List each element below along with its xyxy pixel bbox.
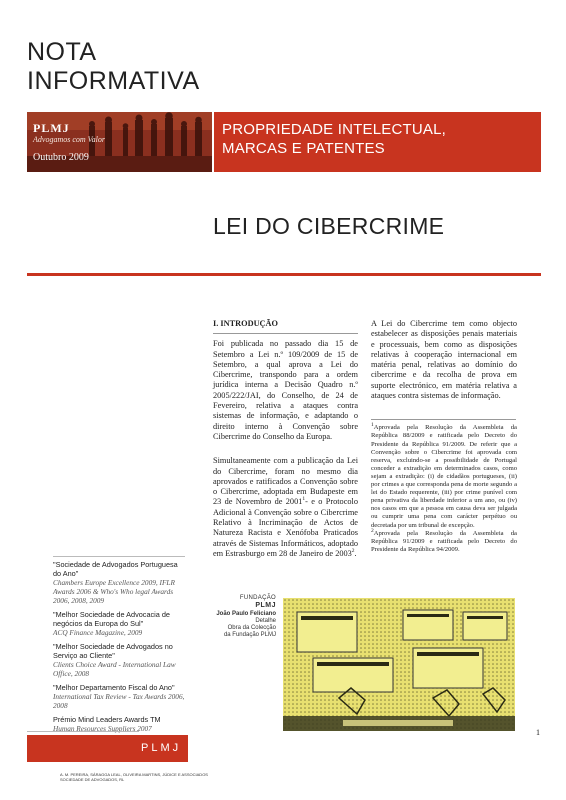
- article-column-1: [213, 319, 358, 559]
- artwork-collection-2: da Fundação PLMJ: [223, 632, 276, 638]
- foundation-label: FUNDAÇÃO: [239, 595, 276, 601]
- article-column-2: [371, 319, 517, 554]
- banner-topic: [212, 112, 541, 172]
- award-item: [53, 642, 185, 678]
- award-name: "Sociedade de Advogados Portuguesa do Ano": [53, 560, 178, 578]
- section-heading-rule: [213, 333, 358, 334]
- paragraph-1: Foi publicada no passado dia 15 de Setembro a Lei n.º 109/2009 de 15 de Setembro, a qual aprova a Lei do Cibercrime, transpondo para a ordem jurídica interna a Decisão Quadro n.º 2005/222/JAI, do Conselho, de 24 de Fevereiro, relativa a ataques contra sistemas de informação, e adaptando o direito interno à Convenção sobre Cibercrime do Conselho da Europa.: [213, 339, 358, 441]
- awards-list: [53, 556, 185, 739]
- title-divider: [27, 273, 541, 276]
- foundation-logo: PLMJ: [255, 602, 276, 609]
- page-number: 1: [536, 728, 540, 737]
- footnote-ref-2[interactable]: 2: [351, 548, 355, 555]
- award-source: International Tax Review - Tax Awards 2006, 2008: [53, 692, 185, 710]
- footer-legal: A. M. PEREIRA, SÁRAGGA LEAL, OLIVEIRA MARTINS, JÚDICE E ASSOCIADOS SOCIEDADE DE ADVOGADOS, RL: [60, 772, 208, 782]
- award-source: Human Resources Suppliers 2007: [53, 724, 152, 733]
- artwork-detail: Detalhe: [255, 618, 276, 624]
- section-heading: I. INTRODUÇÃO: [213, 319, 278, 328]
- award-item: [53, 610, 185, 637]
- footnotes: [371, 415, 517, 554]
- award-name: "Melhor Sociedade de Advocacia de negócios da Europa do Sul": [53, 610, 170, 628]
- header-banner: [27, 112, 541, 172]
- awards-top-rule: [53, 556, 185, 557]
- title-line-1: NOTA: [27, 38, 97, 66]
- document-type-title: [27, 38, 200, 96]
- award-source: Chambers Europe Excellence 2009, IFLR Awards 2006 & Who's Who legal Awards 2006, 2008, 2009: [53, 578, 175, 605]
- award-item: [53, 560, 185, 605]
- artwork-author: João Paulo Feliciano: [216, 611, 276, 617]
- paragraph-2: Simultaneamente com a publicação da Lei do Cibercrime, foram no mesmo dia aprovados e ratificados a Convenção sobre o Cibercrime, adoptada em Budapeste em 23 de Novembro de 2001$^1$- e o Protocolo Adicional à Convenção sobre o Cibercrime Relativo à Incriminação de Actos de Natureza Racista e Xenófoba Praticados através de Sistemas Informáticos, adoptado em Estrasburgo em 28 de Janeiro de 2003$^2$.: [213, 456, 358, 558]
- footnote-2: $^2$Aprovada pela Resolução da Assembleia da República 91/2009 e ratificada pelo Decreto do Presidente da República 94/2009.: [371, 527, 517, 553]
- footnote-rule: [371, 419, 516, 420]
- footer-brand: PLMJ: [141, 742, 182, 754]
- award-name: "Melhor Departamento Fiscal do Ano": [53, 683, 175, 692]
- banner-tagline: Advogamos com Valor: [33, 135, 105, 144]
- banner-brand: PLMJ: [33, 121, 70, 135]
- document-title: LEI DO CIBERCRIME: [213, 213, 445, 239]
- artwork-caption: [216, 595, 276, 639]
- award-item: [53, 683, 185, 710]
- award-name: Prémio Mind Leaders Awards TM: [53, 715, 161, 724]
- topic-line-1: PROPRIEDADE INTELECTUAL,: [222, 121, 447, 138]
- title-line-2: INFORMATIVA: [27, 67, 200, 95]
- banner-date: Outubro 2009: [33, 152, 89, 163]
- award-source: ACQ Finance Magazine, 2009: [53, 628, 143, 637]
- footer-rule: [27, 731, 139, 732]
- topic-line-2: MARCAS E PATENTES: [222, 140, 385, 157]
- footnote-ref-1[interactable]: 1: [302, 496, 306, 503]
- award-name: "Melhor Sociedade de Advogados no Serviço ao Cliente": [53, 642, 173, 660]
- footnote-1: $^1$Aprovada pela Resolução da Assembleia da República 88/2009 e ratificada pelo Decreto do Presidente da República 91/2009. De referir que a Convenção sobre o Cibercrime foi aprovada com reserva, excluindo-se a possibilidade de Portugal conceder a extradição em determinados casos, como sejam a extradição: (i) de cidadãos portugueses, (ii) por crimes a que corresponda pena de morte segundo a lei do Estado requerente, (iii) por crime punível com pena privativa da liberdade inferior a um ano, ou (iv) nos casos em que a pessoa em causa deva ser julgada ou cumprir uma pena com carácter perpétuo ou decretada por um tribunal de excepção.: [371, 422, 517, 529]
- award-source: Clients Choice Award - International Law Office, 2008: [53, 660, 176, 678]
- paragraph-3: A Lei do Cibercrime tem como objecto estabelecer as disposições penais materiais e processuais, bem como as disposições relativas à cooperação internacional em matéria penal, relativas ao domínio do cibercrime e da recolha de prova em suporte electrónico, em matéria relativa a ataques contra sistemas de informação.: [371, 319, 517, 401]
- banner-photo: [27, 112, 212, 172]
- artwork-image: [283, 598, 515, 731]
- artwork-collection-1: Obra da Colecção: [227, 625, 276, 631]
